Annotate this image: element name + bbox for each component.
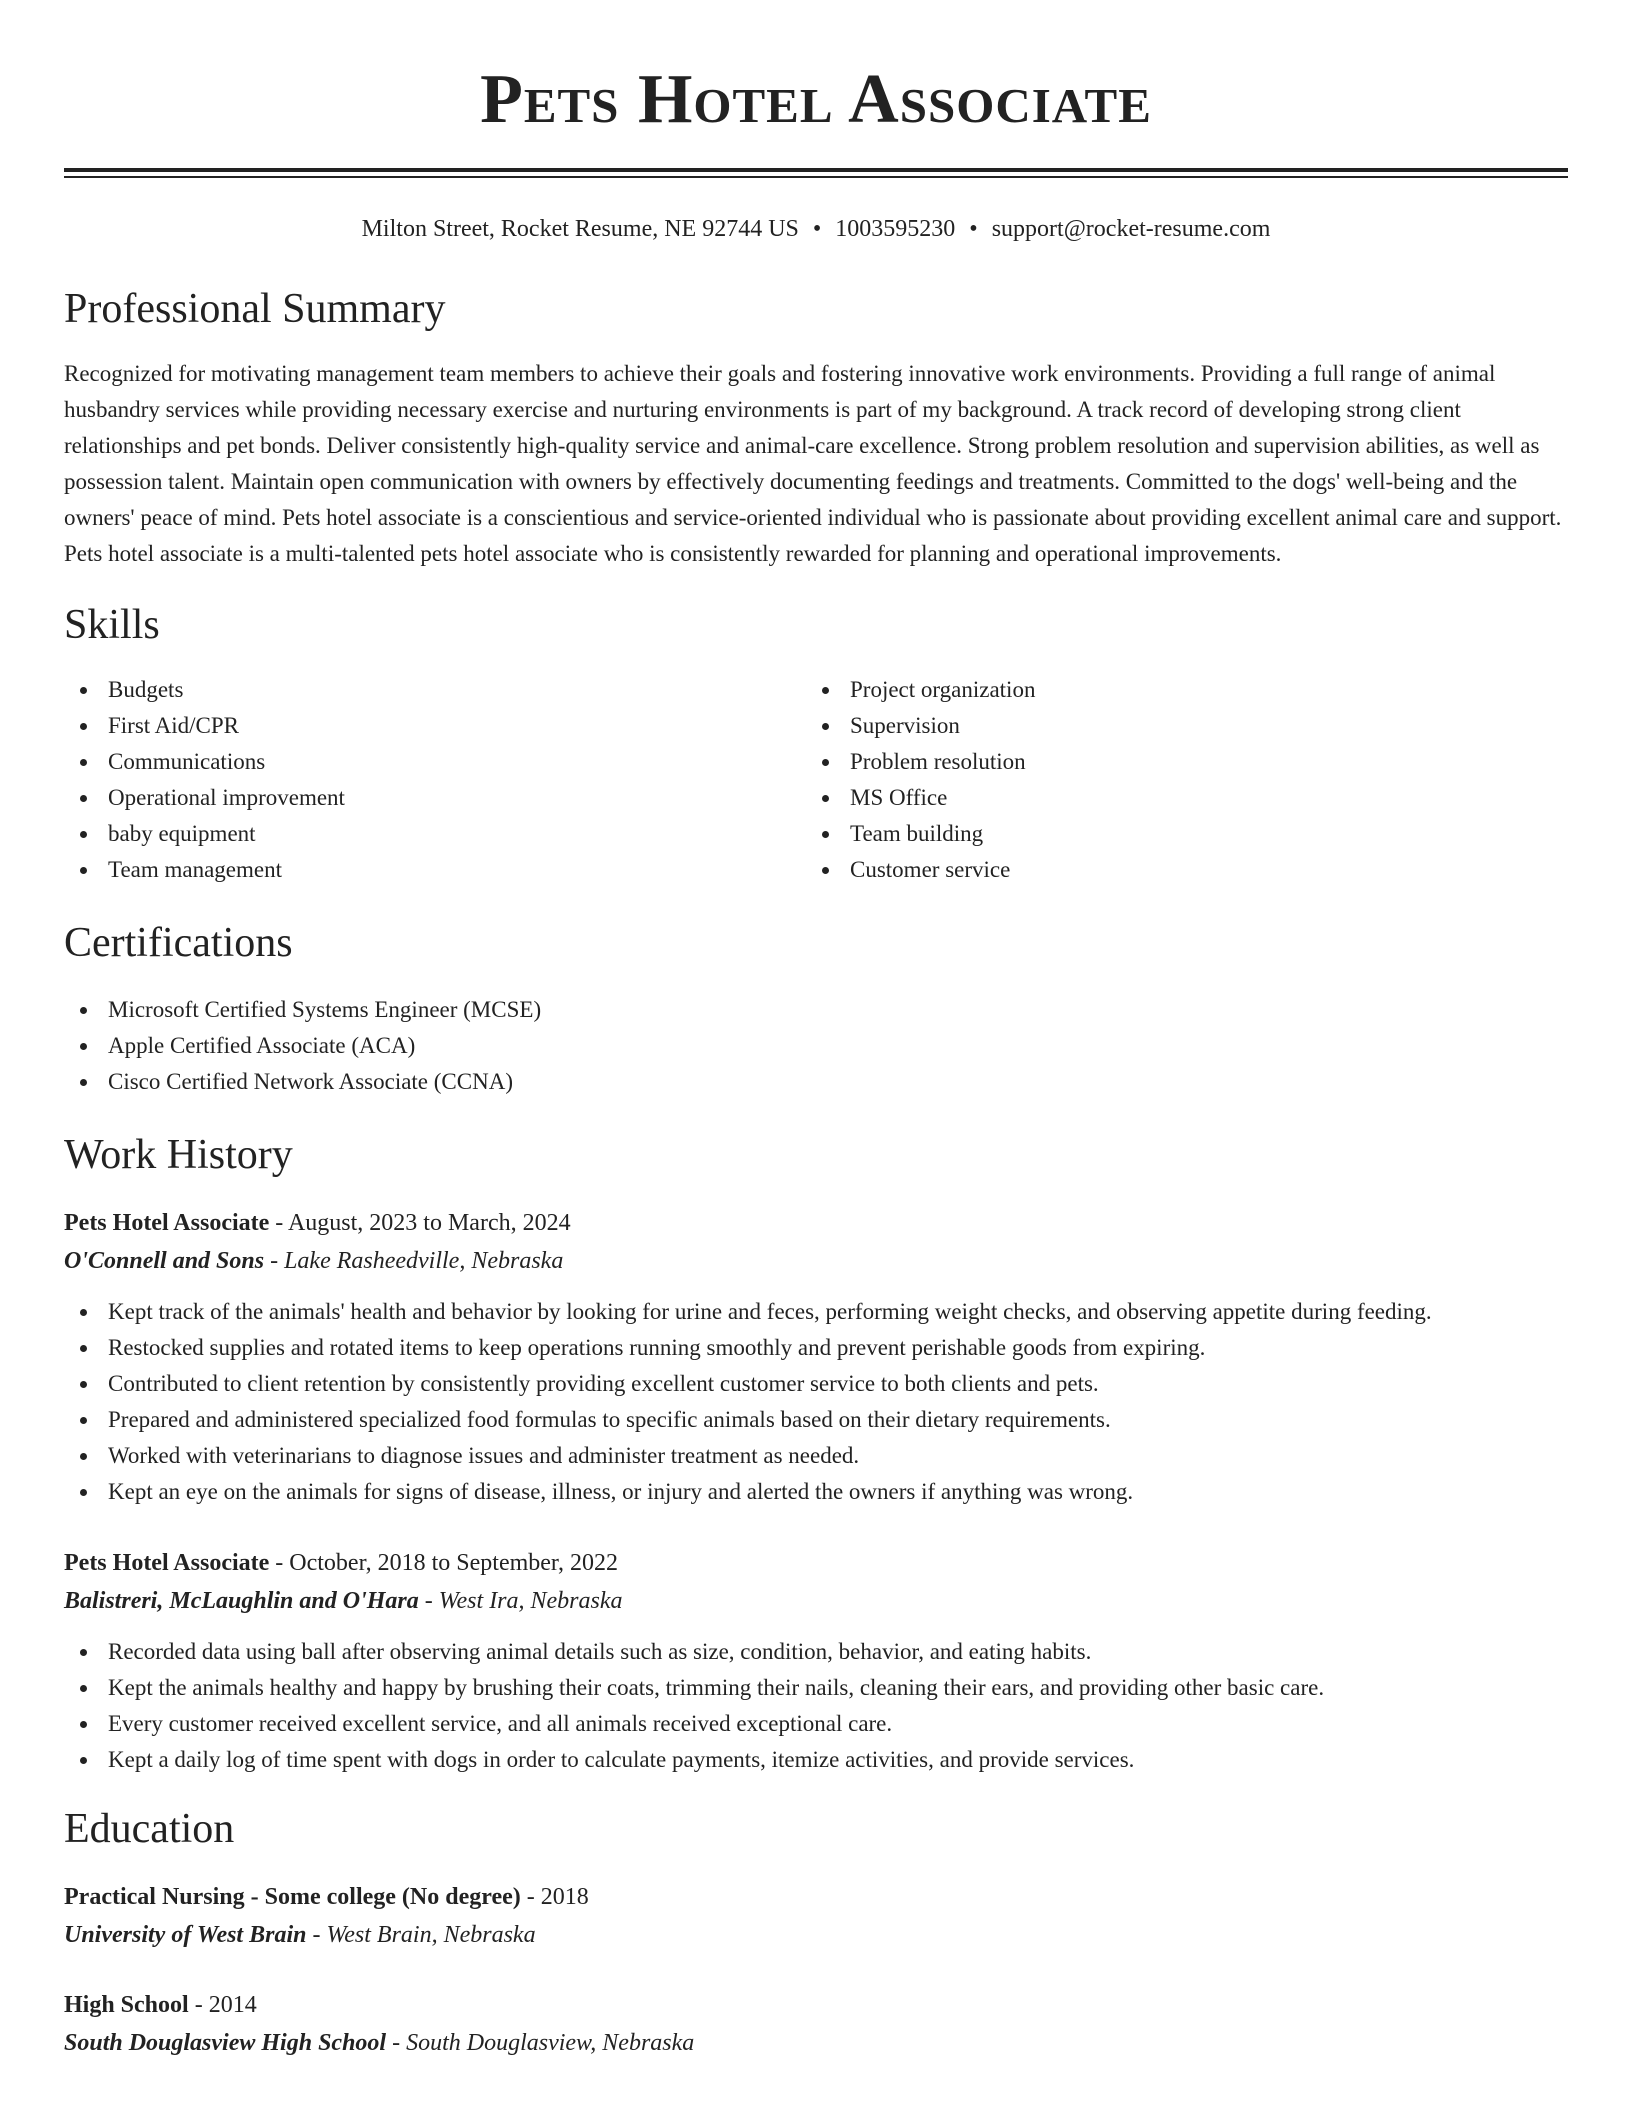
- job-company: O'Connell and Sons: [64, 1248, 265, 1274]
- job-header: [64, 1204, 1568, 1242]
- education-header: [64, 1878, 1568, 1916]
- section-heading-summary: Professional Summary: [64, 286, 446, 332]
- skill-item: Communications: [64, 744, 806, 780]
- job-duty-item: Kept an eye on the animals for signs of disease, illness, or injury and alerted the owners if anything was wrong.: [64, 1474, 1568, 1510]
- contact-line: [64, 214, 1568, 244]
- job-entry: [64, 1204, 1568, 1510]
- section-heading-certifications: Certifications: [64, 920, 293, 966]
- education-year: - 2014: [188, 1992, 257, 2018]
- skill-item: Project organization: [806, 672, 1548, 708]
- skill-item: baby equipment: [64, 816, 806, 852]
- job-dates: - August, 2023 to March, 2024: [269, 1210, 571, 1236]
- skills-list-left: [64, 672, 806, 888]
- skill-item: MS Office: [806, 780, 1548, 816]
- education-year: - 2018: [520, 1884, 589, 1910]
- job-duty-item: Kept a daily log of time spent with dogs in order to calculate payments, itemize activities, and provide services.: [64, 1742, 1568, 1778]
- education-header: [64, 1986, 1568, 2024]
- education-school-line: [64, 1916, 1568, 1954]
- job-location: - West Ira, Nebraska: [418, 1588, 623, 1614]
- education-degree: High School: [64, 1992, 189, 2018]
- education-school: South Douglasview High School: [64, 2030, 387, 2056]
- title-divider-thick: [64, 168, 1568, 172]
- skill-item: Team management: [64, 852, 806, 888]
- education-school-line: [64, 2024, 1568, 2062]
- job-duty-item: Prepared and administered specialized food formulas to specific animals based on their dietary requirements.: [64, 1402, 1568, 1438]
- resume-title: Pets Hotel Associate: [480, 61, 1152, 138]
- skill-item: Supervision: [806, 708, 1548, 744]
- summary-text: Recognized for motivating management team members to achieve their goals and fostering innovative work environments. Providing a full range of animal husbandry services while providing necessary exercise and nurturing environments is part of my background. A track record of developing strong client relationships and pet bonds. Deliver consistently high-quality service and animal-care excellence. Strong problem resolution and supervision abilities, as well as possession talent. Maintain open communication with owners by effectively documenting feedings and treatments. Committed to the dogs' well-being and the owners' peace of mind. Pets hotel associate is a conscientious and service-oriented individual who is passionate about providing excellent animal care and support. Pets hotel associate is a multi-talented pets hotel associate who is consistently rewarded for planning and operational improvements.: [64, 361, 1562, 566]
- section-heading-education: Education: [64, 1806, 235, 1852]
- job-employer: [64, 1582, 1568, 1620]
- job-dates: - October, 2018 to September, 2022: [269, 1550, 618, 1576]
- job-company: Balistreri, McLaughlin and O'Hara: [64, 1588, 419, 1614]
- job-duties-list: [64, 1634, 1568, 1778]
- skill-item: Problem resolution: [806, 744, 1548, 780]
- job-duties-list: [64, 1294, 1568, 1510]
- education-location: - South Douglasview, Nebraska: [386, 2030, 695, 2056]
- job-duty-item: Restocked supplies and rotated items to keep operations running smoothly and prevent perishable goods from expiring.: [64, 1330, 1568, 1366]
- contact-separator: •: [812, 216, 822, 242]
- education-degree: Practical Nursing - Some college (No degree): [64, 1884, 521, 1910]
- skill-item: Customer service: [806, 852, 1548, 888]
- contact-email: support@rocket-resume.com: [991, 216, 1271, 242]
- job-duty-item: Worked with veterinarians to diagnose issues and administer treatment as needed.: [64, 1438, 1568, 1474]
- job-employer: [64, 1242, 1568, 1280]
- education-school: University of West Brain: [64, 1922, 307, 1948]
- skill-item: First Aid/CPR: [64, 708, 806, 744]
- title-divider-thin: [64, 176, 1568, 178]
- contact-address: Milton Street, Rocket Resume, NE 92744 US: [361, 216, 799, 242]
- job-duty-item: Recorded data using ball after observing animal details such as size, condition, behavior, and eating habits.: [64, 1634, 1568, 1670]
- skill-item: Budgets: [64, 672, 806, 708]
- job-duty-item: Kept track of the animals' health and behavior by looking for urine and feces, performing weight checks, and observing appetite during feeding.: [64, 1294, 1568, 1330]
- job-title: Pets Hotel Associate: [64, 1550, 270, 1576]
- job-title: Pets Hotel Associate: [64, 1210, 270, 1236]
- skills-list-right: [806, 672, 1548, 888]
- contact-separator: •: [969, 216, 978, 242]
- contact-phone: 1003595230: [835, 216, 956, 242]
- job-duty-item: Contributed to client retention by consistently providing excellent customer service to both clients and pets.: [64, 1366, 1568, 1402]
- job-location: - Lake Rasheedville, Nebraska: [264, 1248, 564, 1274]
- job-duty-item: Every customer received excellent service, and all animals received exceptional care.: [64, 1706, 1568, 1742]
- job-duty-item: Kept the animals healthy and happy by brushing their coats, trimming their nails, cleaning their ears, and providing other basic care.: [64, 1670, 1568, 1706]
- certification-item: Apple Certified Associate (ACA): [64, 1028, 1568, 1064]
- certifications-list: [64, 992, 1568, 1100]
- education-location: - West Brain, Nebraska: [306, 1922, 536, 1948]
- section-heading-work-history: Work History: [64, 1132, 293, 1178]
- job-header: [64, 1544, 1568, 1582]
- certification-item: Cisco Certified Network Associate (CCNA): [64, 1064, 1568, 1100]
- job-entry: [64, 1544, 1568, 1778]
- skill-item: Team building: [806, 816, 1548, 852]
- skills-grid: [64, 672, 1568, 888]
- skill-item: Operational improvement: [64, 780, 806, 816]
- education-entry: [64, 1986, 1568, 2062]
- section-heading-skills: Skills: [64, 602, 160, 648]
- certification-item: Microsoft Certified Systems Engineer (MCSE): [64, 992, 1568, 1028]
- education-entry: [64, 1878, 1568, 1954]
